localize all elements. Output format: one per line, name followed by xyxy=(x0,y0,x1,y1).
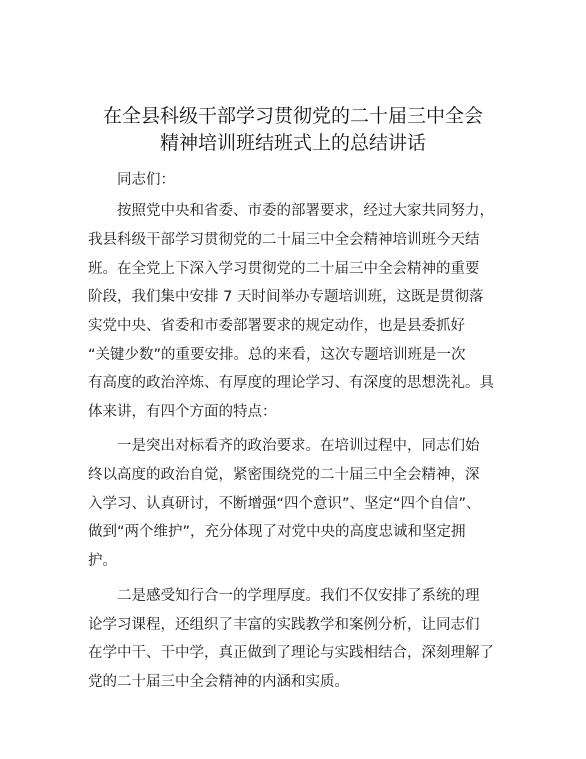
body-line: 体来讲，有四个方面的特点： xyxy=(88,404,277,420)
body-line: 二是感受知行合一的学理厚度。我们不仅安排了系统的理 xyxy=(117,588,480,604)
body-line: 入学习、认真研讨，不断增强“四个意识”、坚定“四个自信”、 xyxy=(88,496,481,512)
body-line: 实党中央、省委和市委部署要求的规定动作，也是县委抓好 xyxy=(88,318,465,334)
body-line: 有高度的政治淬炼、有厚度的理论学习、有深度的思想洗礼。具 xyxy=(88,375,494,391)
document-title-line-1: 在全县科级干部学习贯彻党的二十届三中全会 xyxy=(102,105,483,127)
body-line: 按照党中央和省委、市委的部署要求，经过大家共同努力， xyxy=(117,203,494,219)
body-line: 终以高度的政治自觉，紧密围绕党的二十届三中全会精神，深 xyxy=(88,467,480,483)
body-line: 做到“两个维护”，充分体现了对党中央的高度忠诚和坚定拥 xyxy=(88,524,466,540)
body-line: “关键少数”的重要安排。总的来看，这次专题培训班是一次 xyxy=(88,347,466,363)
body-line: 阶段，我们集中安排 7 天时间举办专题培训班，这既是贯彻落 xyxy=(88,289,484,305)
body-line: 党的二十届三中全会精神的内涵和实质。 xyxy=(88,674,349,690)
body-line: 我县科级干部学习贯彻党的二十届三中全会精神培训班今天结 xyxy=(88,232,480,248)
body-line: 班。在全党上下深入学习贯彻党的二十届三中全会精神的重要 xyxy=(88,261,480,277)
body-line: 论学习课程，还组织了丰富的实践教学和案例分析，让同志们 xyxy=(88,617,480,633)
document-title-line-2: 精神培训班结班式上的总结讲话 xyxy=(159,132,426,154)
body-line: 在学中干、干中学，真正做到了理论与实践相结合，深刻理解了 xyxy=(88,645,494,661)
body-line: 一是突出对标看齐的政治要求。在培训过程中，同志们始 xyxy=(117,438,480,454)
body-line: 护。 xyxy=(88,553,117,569)
greeting: 同志们： xyxy=(117,172,175,188)
